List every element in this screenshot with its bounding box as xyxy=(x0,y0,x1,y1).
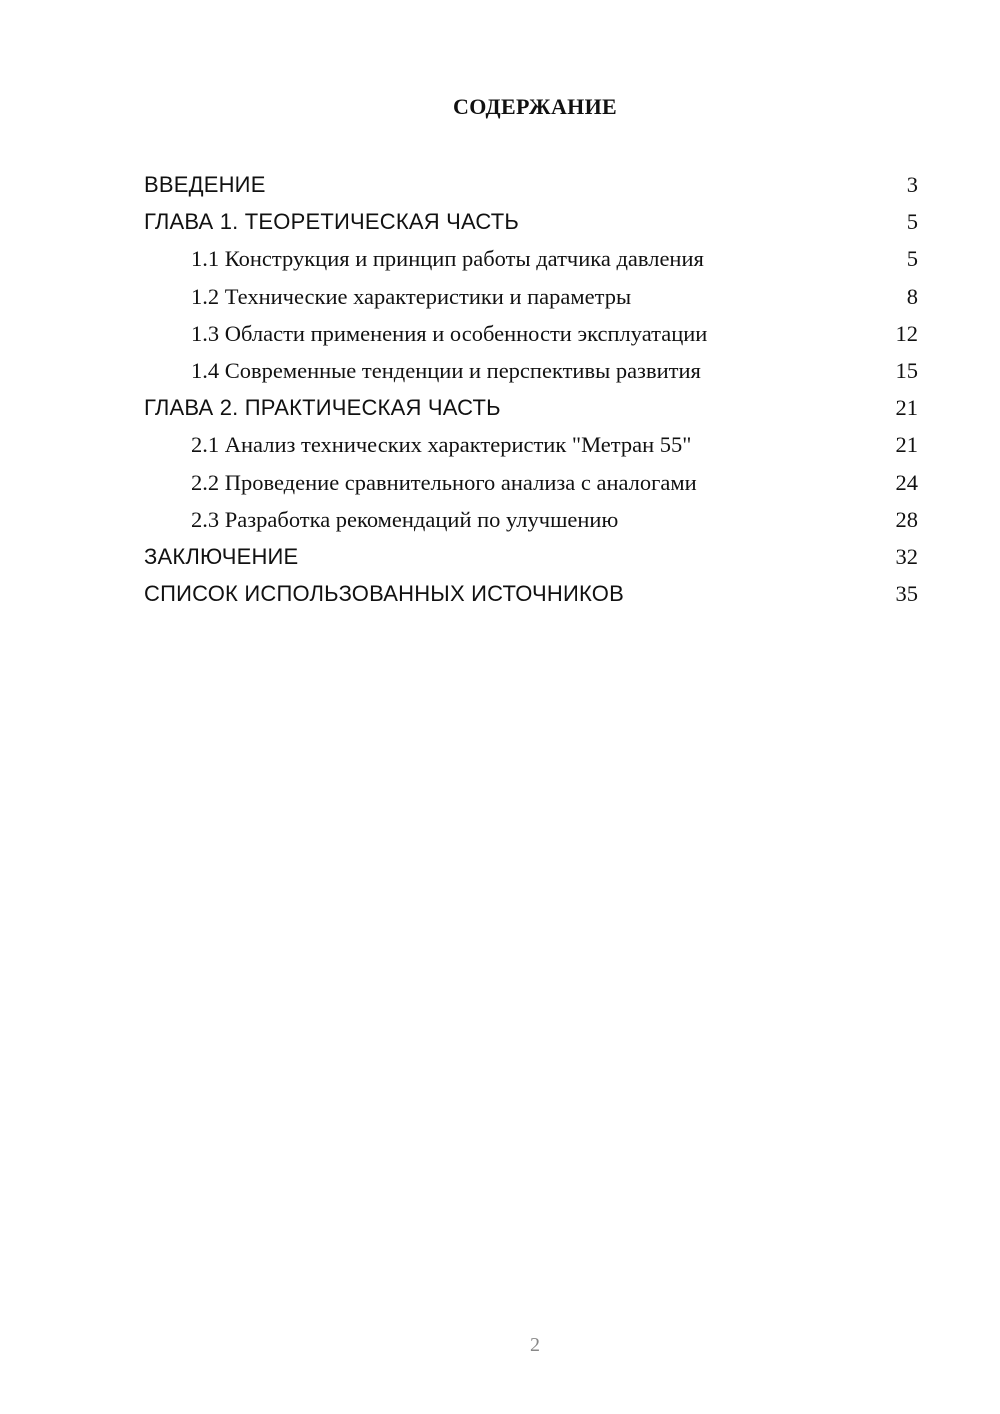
toc-entry-page: 28 xyxy=(895,506,918,532)
toc-entry-page: 32 xyxy=(895,543,918,569)
toc-entry-page: 15 xyxy=(895,357,918,383)
toc-entry-page: 5 xyxy=(906,246,918,272)
toc-entry-page: 24 xyxy=(895,469,918,495)
toc-entry-section-2-3[interactable] xyxy=(144,501,918,538)
toc-entry-title: 1.4 Современные тенденции и перспективы развития xyxy=(191,357,701,383)
toc-entry-page: 21 xyxy=(895,432,918,458)
toc-entry-title: 2.1 Анализ технических характеристик "Метран 55" xyxy=(191,432,692,458)
toc-entry-introduction[interactable] xyxy=(144,166,918,203)
page-number: 2 xyxy=(530,1334,540,1356)
toc-entry-section-1-3[interactable] xyxy=(144,315,918,352)
toc-entry-section-2-1[interactable] xyxy=(144,426,918,463)
toc-entry-section-1-2[interactable] xyxy=(144,278,918,315)
toc-entry-title: ГЛАВА 1. ТЕОРЕТИЧЕСКАЯ ЧАСТЬ xyxy=(144,209,520,235)
toc-entry-references[interactable] xyxy=(144,575,918,612)
toc-entry-title: 2.2 Проведение сравнительного анализа с аналогами xyxy=(191,469,697,495)
toc-entry-chapter-1[interactable] xyxy=(144,203,918,240)
toc-entry-chapter-2[interactable] xyxy=(144,389,918,426)
toc-entry-title: СПИСОК ИСПОЛЬЗОВАННЫХ ИСТОЧНИКОВ xyxy=(144,581,624,607)
table-of-contents xyxy=(144,166,918,612)
toc-entry-page: 5 xyxy=(906,209,918,235)
toc-entry-page: 21 xyxy=(895,395,918,421)
toc-entry-title: ГЛАВА 2. ПРАКТИЧЕСКАЯ ЧАСТЬ xyxy=(144,395,501,421)
toc-entry-section-2-2[interactable] xyxy=(144,464,918,501)
toc-entry-conclusion[interactable] xyxy=(144,538,918,575)
toc-entry-title: 1.1 Конструкция и принцип работы датчика давления xyxy=(191,246,704,272)
toc-entry-title: 1.3 Области применения и особенности эксплуатации xyxy=(191,320,708,346)
toc-entry-page: 3 xyxy=(906,172,918,197)
toc-entry-title: ЗАКЛЮЧЕНИЕ xyxy=(144,543,299,569)
toc-entry-title: 2.3 Разработка рекомендаций по улучшению xyxy=(191,506,619,532)
toc-entry-section-1-1[interactable] xyxy=(144,240,918,277)
toc-entry-title: 1.2 Технические характеристики и параметры xyxy=(191,283,632,309)
toc-entry-section-1-4[interactable] xyxy=(144,352,918,389)
toc-entry-page: 35 xyxy=(895,581,918,607)
toc-entry-page: 8 xyxy=(906,283,918,309)
toc-entry-title: ВВЕДЕНИЕ xyxy=(144,172,266,197)
page-title: СОДЕРЖАНИЕ xyxy=(453,94,617,119)
toc-entry-page: 12 xyxy=(895,320,918,346)
